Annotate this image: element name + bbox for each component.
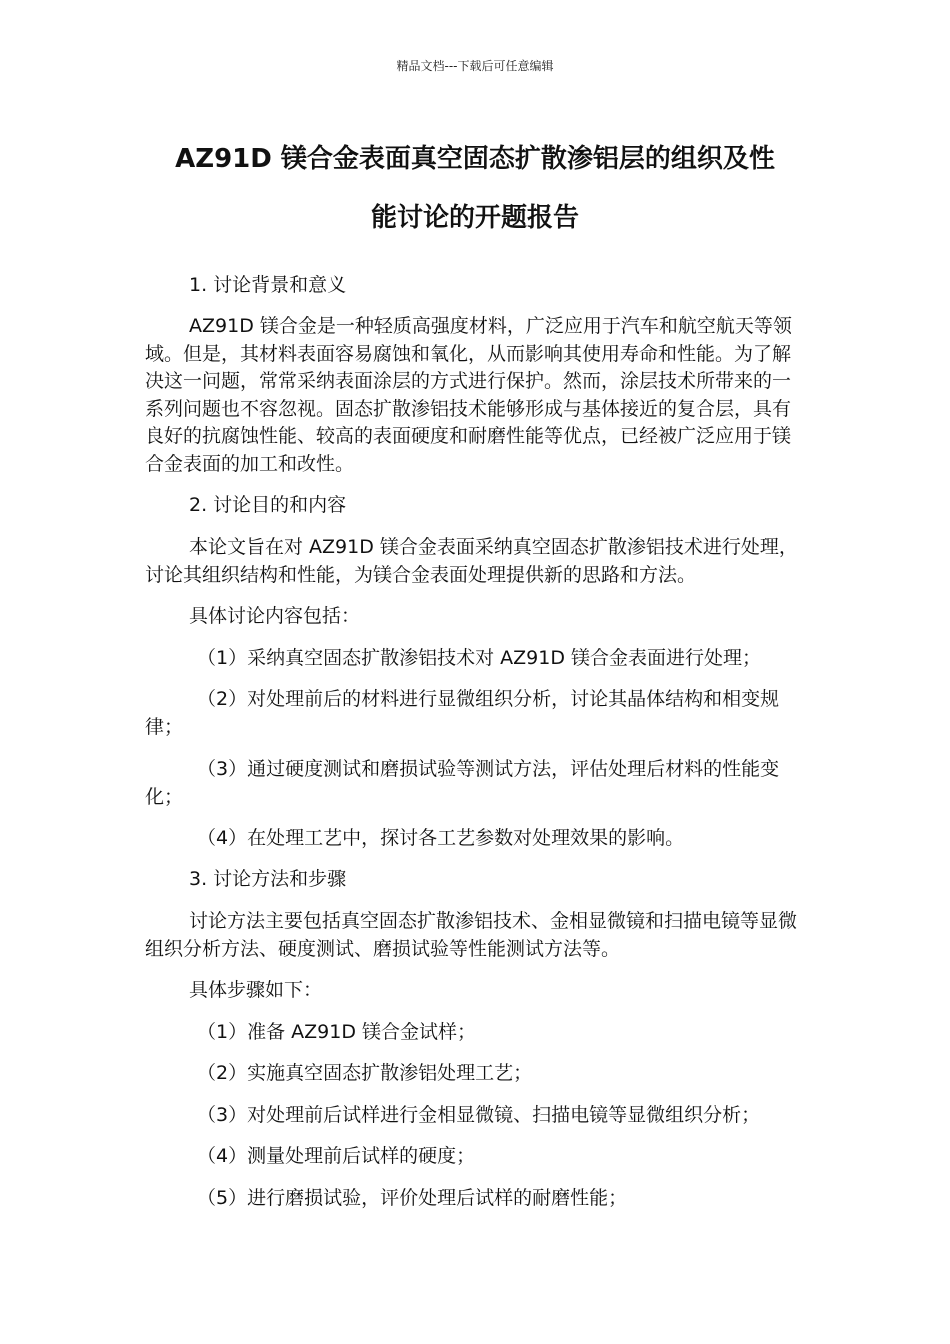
section-2-intro: 具体讨论内容包括：: [189, 605, 361, 627]
section-3-list-item: （4）测量处理前后试样的硬度；: [197, 1145, 476, 1167]
document-title-line-2: 能讨论的开题报告: [370, 203, 579, 233]
section-2-list-item: （4）在处理工艺中，探讨各工艺参数对处理效果的影响。: [197, 827, 685, 849]
section-2-list-item: （3）通过硬度测试和磨损试验等测试方法，评估处理后材料的性能变化；: [145, 758, 780, 808]
page-header: 精品文档---下载后可任意编辑: [396, 59, 554, 73]
section-3-list-item: （1）准备 AZ91D 镁合金试样；: [197, 1021, 476, 1043]
section-1-heading: 1. 讨论背景和意义: [189, 274, 347, 296]
section-3-list-item: （2）实施真空固态扩散渗铝处理工艺；: [197, 1062, 533, 1084]
section-3-list-item: （5）进行磨损试验，评价处理后试样的耐磨性能；: [197, 1187, 628, 1209]
section-2-body: 本论文旨在对 AZ91D 镁合金表面采纳真空固态扩散渗铝技术进行处理，讨论其组织结构和性能，为镁合金表面处理提供新的思路和方法。: [145, 536, 798, 586]
section-2-heading: 2. 讨论目的和内容: [189, 494, 347, 516]
document-title-line-1: AZ91D 镁合金表面真空固态扩散渗铝层的组织及性: [175, 144, 775, 174]
section-3-list-item: （3）对处理前后试样进行金相显微镜、扫描电镜等显微组织分析；: [197, 1104, 761, 1126]
section-2-list-item: （1）采纳真空固态扩散渗铝技术对 AZ91D 镁合金表面进行处理；: [197, 647, 761, 669]
section-3-body: 讨论方法主要包括真空固态扩散渗铝技术、金相显微镜和扫描电镜等显微组织分析方法、硬度测试、磨损试验等性能测试方法等。: [145, 910, 798, 960]
section-3-heading: 3. 讨论方法和步骤: [189, 868, 347, 890]
section-1-body: AZ91D 镁合金是一种轻质高强度材料，广泛应用于汽车和航空航天等领域。但是，其材料表面容易腐蚀和氧化，从而影响其使用寿命和性能。为了解决这一问题，常常采纳表面涂层的方式进行保护。然而，涂层技术所带来的一系列问题也不容忽视。固态扩散渗铝技术能够形成与基体接近的复合层，具有良好的抗腐蚀性能、较高的表面硬度和耐磨性能等优点，已经被广泛应用于镁合金表面的加工和改性。: [145, 315, 792, 475]
section-2-list-item: （2）对处理前后的材料进行显微组织分析，讨论其晶体结构和相变规律；: [145, 688, 780, 738]
section-3-intro: 具体步骤如下：: [189, 979, 323, 1001]
